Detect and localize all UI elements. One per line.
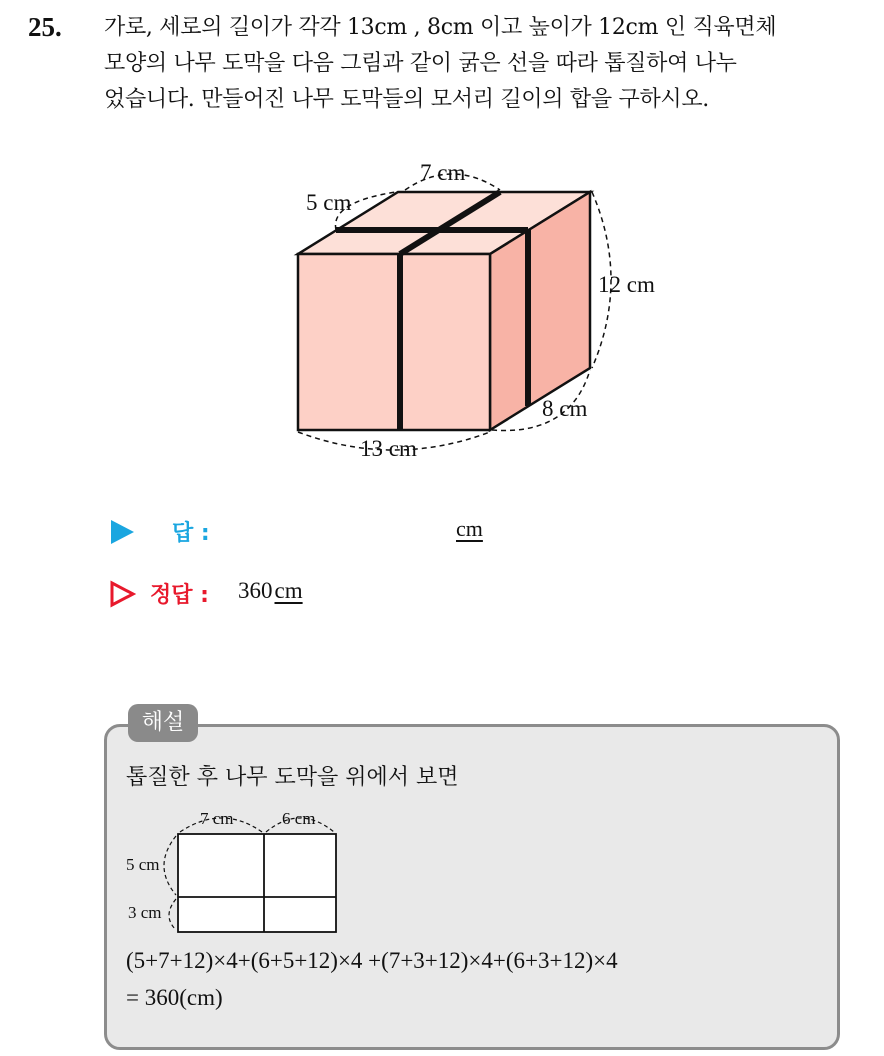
filled-triangle-icon	[110, 518, 136, 546]
top-label-5cm: 5 cm	[126, 855, 160, 874]
label-8cm: 8 cm	[542, 396, 588, 421]
correct-answer-label: 정답 :	[150, 583, 209, 608]
top-dim-arc-3	[169, 899, 176, 930]
top-label-3cm: 3 cm	[128, 903, 162, 922]
solution-intro: 톱질한 후 나무 도막을 위에서 보면	[126, 765, 459, 790]
top-view-outline	[178, 834, 336, 932]
solution-tag: 해설	[128, 704, 198, 742]
solution-equation-line-1: (5+7+12)×4+(6+5+12)×4 +(7+3+12)×4+(6+3+12)×4	[126, 948, 618, 973]
top-view-figure	[118, 800, 358, 940]
cuboid-figure	[240, 150, 670, 480]
top-label-7cm: 7 cm	[200, 809, 234, 828]
answer-unit: cm	[456, 516, 483, 541]
top-label-6cm: 6 cm	[282, 809, 316, 828]
question-number: 25.	[28, 12, 62, 42]
answer-label: 답 :	[172, 521, 210, 546]
question-line-2: 모양의 나무 도막을 다음 그림과 같이 굵은 선을 따라 톱질하여 나누	[104, 51, 737, 76]
question-text	[104, 10, 874, 118]
correct-unit: cm	[274, 578, 303, 603]
label-7cm: 7 cm	[420, 160, 466, 185]
correct-answer-value	[238, 578, 303, 604]
label-13cm: 13 cm	[360, 436, 417, 461]
label-12cm: 12 cm	[598, 272, 655, 297]
outline-triangle-icon	[110, 580, 136, 608]
cuboid-front-face	[298, 254, 490, 430]
top-dim-arc-5	[164, 836, 176, 895]
solution-equation-line-2: = 360(cm)	[126, 985, 223, 1010]
question-line-3: 었습니다. 만들어진 나무 도막들의 모서리 길이의 합을 구하시오.	[104, 87, 709, 112]
label-5cm: 5 cm	[306, 190, 352, 215]
question-line-1: 가로, 세로의 길이가 각각 13cm , 8cm 이고 높이가 12cm 인 직육면체	[104, 15, 777, 40]
correct-number: 360	[238, 578, 273, 603]
